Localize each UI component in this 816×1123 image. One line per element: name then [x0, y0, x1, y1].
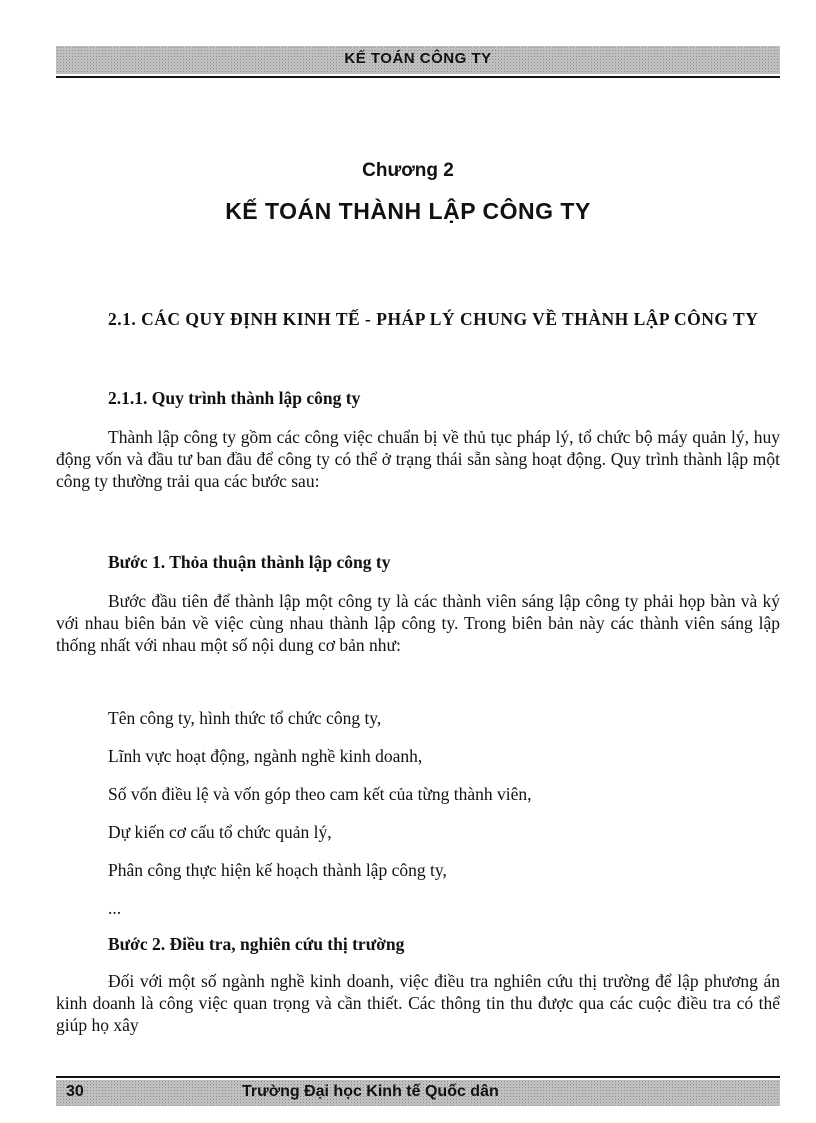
section-heading: 2.1. CÁC QUY ĐỊNH KINH TẾ - PHÁP LÝ CHUNG VỀ THÀNH LẬP CÔNG TY — [108, 309, 759, 329]
step2-heading: Bước 2. Điều tra, nghiên cứu thị trường — [108, 934, 405, 954]
list-item: ... — [108, 898, 122, 918]
step1-paragraph: Bước đầu tiên để thành lập một công ty là các thành viên sáng lập công ty phải họp bàn và ký với nhau biên bản về việc cùng nhau thành lập công ty. Trong biên bản này các thành viên sáng lập thống nhất với nhau một số nội dung cơ bản như: — [56, 591, 780, 655]
header-rule — [56, 76, 780, 78]
running-title: KẾ TOÁN CÔNG TY — [344, 50, 492, 67]
list-item: Phân công thực hiện kế hoạch thành lập công ty, — [108, 860, 447, 880]
list-item: Tên công ty, hình thức tổ chức công ty, — [108, 708, 382, 728]
institution-name: Trường Đại học Kinh tế Quốc dân — [242, 1083, 499, 1100]
chapter-title: KẾ TOÁN THÀNH LẬP CÔNG TY — [225, 198, 591, 224]
list-item: Số vốn điều lệ và vốn góp theo cam kết của từng thành viên, — [108, 784, 532, 804]
running-footer — [56, 1080, 780, 1106]
list-item: Dự kiến cơ cấu tổ chức quản lý, — [108, 822, 332, 842]
step1-heading: Bước 1. Thỏa thuận thành lập công ty — [108, 552, 391, 572]
page-number: 30 — [66, 1083, 84, 1100]
footer-rule — [56, 1076, 780, 1078]
list-item: Lĩnh vực hoạt động, ngành nghề kinh doanh, — [108, 746, 423, 766]
intro-paragraph: Thành lập công ty gồm các công việc chuẩn bị về thủ tục pháp lý, tổ chức bộ máy quản lý, huy động vốn và đầu tư ban đầu để công ty có thể ở trạng thái sẵn sàng hoạt động. Quy trình thành lập một công ty thường trải qua các bước sau: — [56, 427, 780, 491]
step2-paragraph: Đối với một số ngành nghề kinh doanh, việc điều tra nghiên cứu thị trường để lập phương án kinh doanh là công việc quan trọng và cần thiết. Các thông tin thu được qua các cuộc điều tra có thể giúp họ xây — [56, 971, 780, 1035]
chapter-label: Chương 2 — [362, 160, 454, 181]
running-header — [56, 46, 780, 74]
subsection-heading: 2.1.1. Quy trình thành lập công ty — [108, 388, 361, 408]
